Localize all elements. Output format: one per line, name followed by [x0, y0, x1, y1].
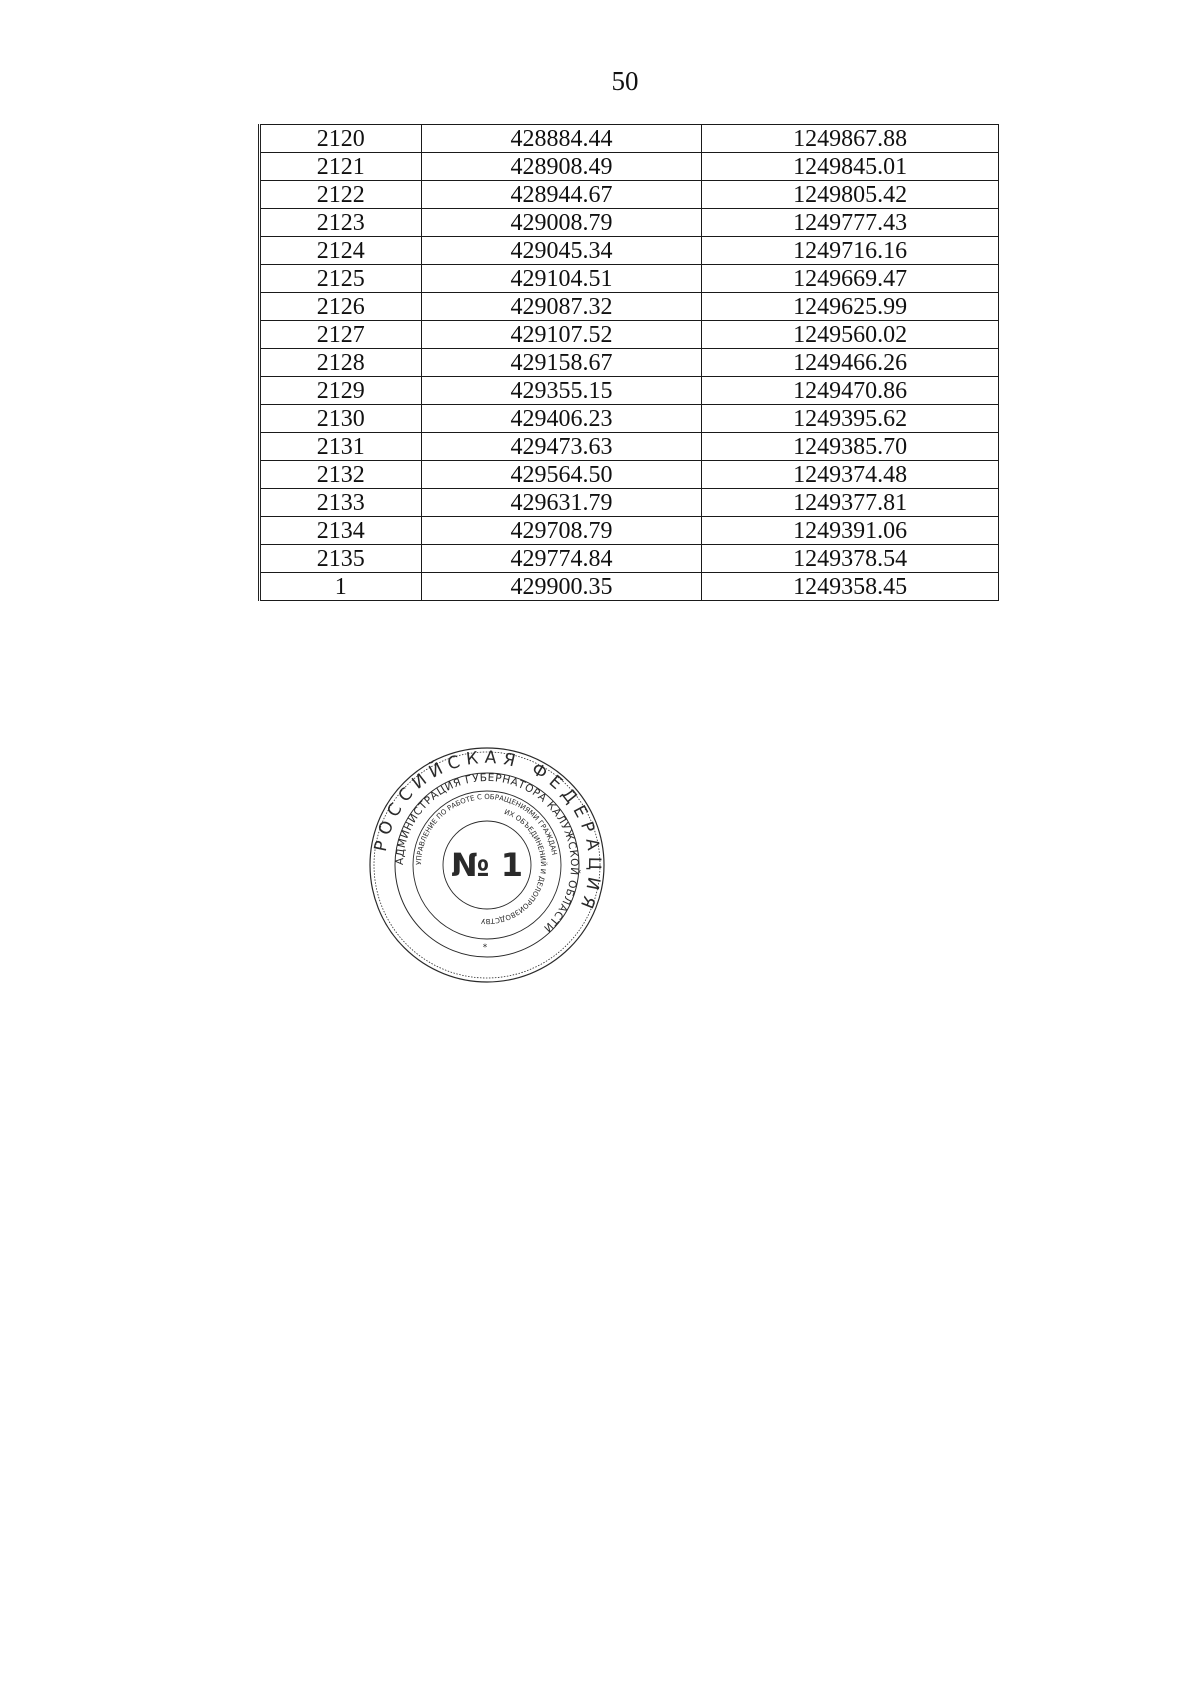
x-coordinate-cell: 428884.44: [421, 125, 702, 153]
seal-outer-text: РОССИЙСКАЯ ФЕДЕРАЦИЯ: [370, 747, 605, 917]
y-coordinate-cell: 1249395.62: [702, 405, 999, 433]
point-number-cell: 2120: [260, 125, 422, 153]
coordinates-table-body: [260, 125, 999, 601]
table-row: [260, 545, 999, 573]
point-number-cell: 2135: [260, 545, 422, 573]
table-row: [260, 321, 999, 349]
point-number-cell: 2128: [260, 349, 422, 377]
y-coordinate-cell: 1249374.48: [702, 461, 999, 489]
x-coordinate-cell: 429045.34: [421, 237, 702, 265]
x-coordinate-cell: 429355.15: [421, 377, 702, 405]
table-row: [260, 125, 999, 153]
table-row: [260, 349, 999, 377]
table-row: [260, 517, 999, 545]
table-row: [260, 293, 999, 321]
point-number-cell: 2126: [260, 293, 422, 321]
table-row: [260, 489, 999, 517]
point-number-cell: 2132: [260, 461, 422, 489]
point-number-cell: 2124: [260, 237, 422, 265]
table-row: [260, 573, 999, 601]
point-number-cell: 2130: [260, 405, 422, 433]
x-coordinate-cell: 429708.79: [421, 517, 702, 545]
table-row: [260, 461, 999, 489]
point-number-cell: 2125: [260, 265, 422, 293]
point-number-cell: 2133: [260, 489, 422, 517]
y-coordinate-cell: 1249625.99: [702, 293, 999, 321]
seal-inner-text-bottom: ИХ ОБЪЕДИНЕНИЙ И ДЕЛОПРОИЗВОДСТВУ: [480, 807, 548, 926]
table-row: [260, 265, 999, 293]
x-coordinate-cell: 429107.52: [421, 321, 702, 349]
x-coordinate-cell: 429631.79: [421, 489, 702, 517]
x-coordinate-cell: 429900.35: [421, 573, 702, 601]
point-number-cell: 2131: [260, 433, 422, 461]
y-coordinate-cell: 1249391.06: [702, 517, 999, 545]
coordinates-table: [258, 124, 999, 601]
y-coordinate-cell: 1249669.47: [702, 265, 999, 293]
x-coordinate-cell: 429104.51: [421, 265, 702, 293]
x-coordinate-cell: 429564.50: [421, 461, 702, 489]
seal-star-icon: *: [482, 943, 488, 953]
y-coordinate-cell: 1249358.45: [702, 573, 999, 601]
x-coordinate-cell: 429406.23: [421, 405, 702, 433]
table-row: [260, 377, 999, 405]
y-coordinate-cell: 1249377.81: [702, 489, 999, 517]
table-row: [260, 433, 999, 461]
y-coordinate-cell: 1249466.26: [702, 349, 999, 377]
x-coordinate-cell: 429158.67: [421, 349, 702, 377]
seal-graphic: [367, 745, 607, 985]
y-coordinate-cell: 1249378.54: [702, 545, 999, 573]
seal-center-number: № 1: [451, 846, 523, 884]
point-number-cell: 2123: [260, 209, 422, 237]
official-seal: [367, 745, 607, 985]
y-coordinate-cell: 1249560.02: [702, 321, 999, 349]
table-row: [260, 181, 999, 209]
page-number: 50: [611, 66, 639, 96]
y-coordinate-cell: 1249867.88: [702, 125, 999, 153]
point-number-cell: 2134: [260, 517, 422, 545]
point-number-cell: 2121: [260, 153, 422, 181]
seal-inner-text-top: УПРАВЛЕНИЕ ПО РАБОТЕ С ОБРАЩЕНИЯМИ ГРАЖДАН: [414, 792, 559, 866]
x-coordinate-cell: 428944.67: [421, 181, 702, 209]
point-number-cell: 2127: [260, 321, 422, 349]
y-coordinate-cell: 1249716.16: [702, 237, 999, 265]
point-number-cell: 1: [260, 573, 422, 601]
table-row: [260, 405, 999, 433]
y-coordinate-cell: 1249845.01: [702, 153, 999, 181]
x-coordinate-cell: 429087.32: [421, 293, 702, 321]
table-row: [260, 209, 999, 237]
x-coordinate-cell: 429774.84: [421, 545, 702, 573]
point-number-cell: 2129: [260, 377, 422, 405]
point-number-cell: 2122: [260, 181, 422, 209]
table-row: [260, 237, 999, 265]
y-coordinate-cell: 1249805.42: [702, 181, 999, 209]
seal-middle-text: АДМИНИСТРАЦИЯ ГУБЕРНАТОРА КАЛУЖСКОЙ ОБЛАСТИ: [393, 771, 581, 935]
x-coordinate-cell: 429473.63: [421, 433, 702, 461]
x-coordinate-cell: 428908.49: [421, 153, 702, 181]
y-coordinate-cell: 1249777.43: [702, 209, 999, 237]
x-coordinate-cell: 429008.79: [421, 209, 702, 237]
table-row: [260, 153, 999, 181]
y-coordinate-cell: 1249470.86: [702, 377, 999, 405]
y-coordinate-cell: 1249385.70: [702, 433, 999, 461]
